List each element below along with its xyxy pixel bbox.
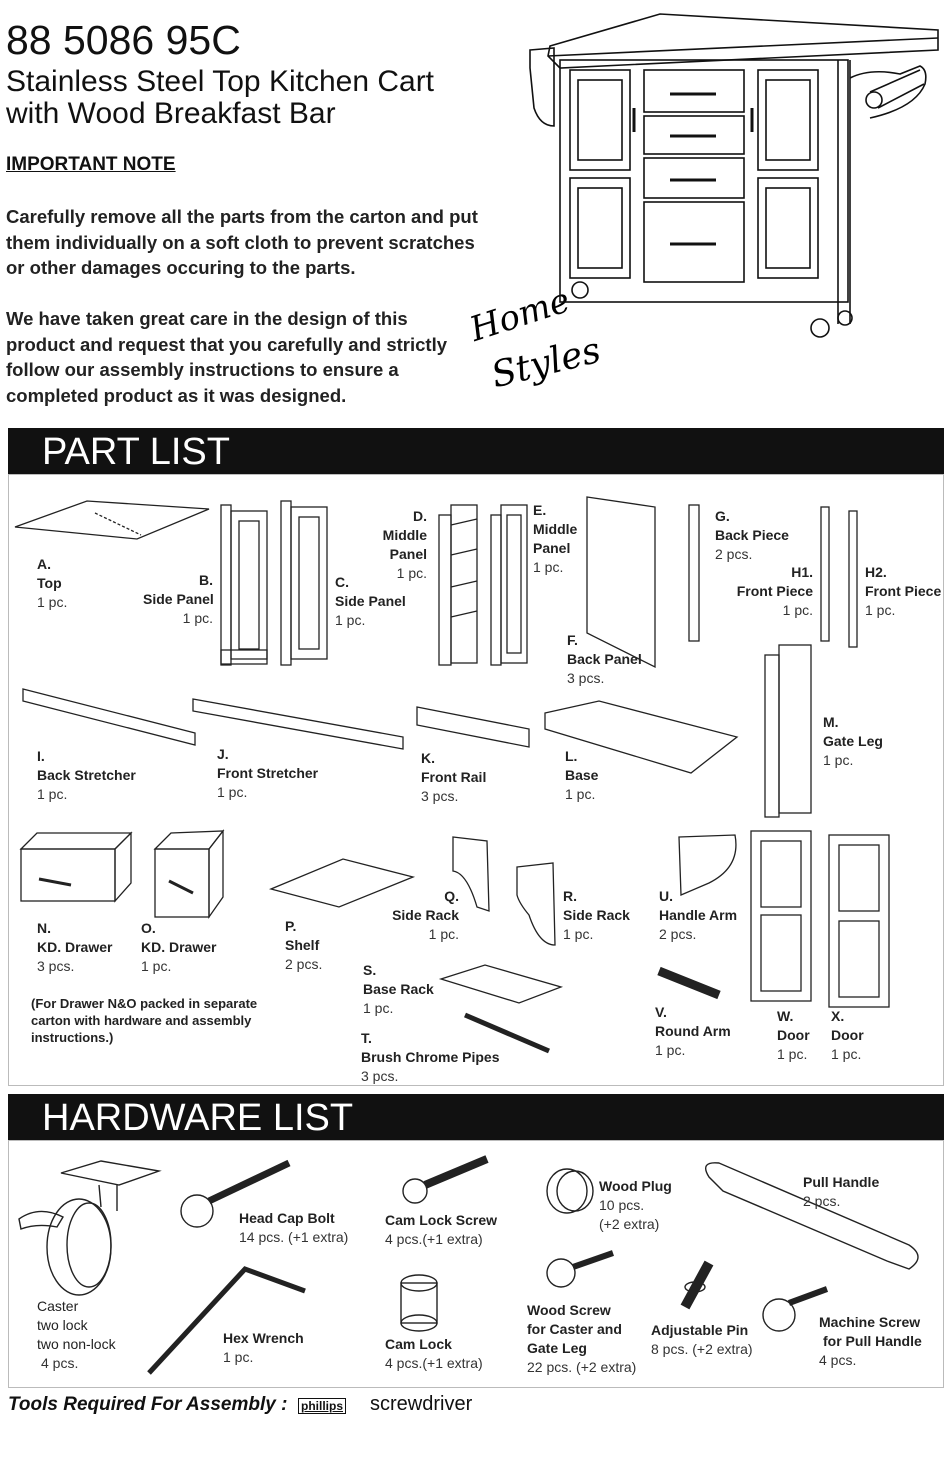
hardware-name: Pull Handle — [803, 1174, 880, 1190]
part-letter: Q. — [444, 888, 459, 904]
part-e-label — [533, 501, 577, 577]
part-name: Back Stretcher — [37, 767, 136, 783]
part-g-drawing — [689, 505, 699, 641]
hardware-qty: 2 pcs. — [803, 1193, 841, 1209]
hardware-name: Hex Wrench — [223, 1330, 304, 1346]
care-line: them individually on a soft cloth to prevent scratches — [6, 231, 475, 253]
hardware-name: Head Cap Bolt — [239, 1210, 335, 1226]
part-j-label — [217, 745, 318, 802]
hardware-name: Caster — [37, 1298, 79, 1314]
part-letter: S. — [363, 962, 377, 978]
important-note-heading: IMPORTANT NOTE — [6, 154, 176, 175]
hardware-name: two lock — [37, 1317, 88, 1333]
part-letter: M. — [823, 714, 839, 730]
hardware-hex-wrench-label — [223, 1329, 304, 1367]
part-letter: P. — [285, 918, 297, 934]
hardware-name: Cam Lock Screw — [385, 1212, 498, 1228]
part-name: Back Piece — [715, 527, 789, 543]
part-r-drawing — [517, 863, 555, 945]
assembly-line: product and request that you carefully and strictly — [6, 333, 448, 355]
hardware-qty: 22 pcs. (+2 extra) — [527, 1359, 637, 1375]
model-number: 88 5086 95C — [6, 17, 241, 63]
part-letter: G. — [715, 508, 730, 524]
part-name: Brush Chrome Pipes — [361, 1049, 500, 1065]
part-qty: 1 pc. — [563, 926, 594, 942]
part-b-drawing — [221, 505, 267, 665]
part-name: Top — [37, 575, 62, 591]
part-o-label — [141, 919, 216, 976]
part-u-drawing — [679, 835, 736, 895]
part-qty: 1 pc. — [335, 612, 366, 628]
part-t-label — [361, 1029, 499, 1086]
part-p-label — [285, 917, 322, 974]
part-h1-label — [735, 563, 813, 620]
kitchen-cart-illustration — [520, 8, 948, 338]
part-qty: 3 pcs. — [421, 788, 459, 804]
part-a-label — [37, 555, 67, 612]
part-n-label — [37, 919, 112, 976]
drawer-note — [31, 995, 257, 1046]
part-r-label — [563, 887, 630, 944]
part-letter: U. — [659, 888, 673, 904]
part-s-label — [363, 961, 434, 1018]
caster-drawing — [19, 1161, 159, 1295]
part-letter: J. — [217, 746, 229, 762]
hardware-machine-screw-label — [819, 1313, 922, 1370]
part-name: KD. Drawer — [37, 939, 113, 955]
part-name: Gate Leg — [823, 733, 883, 749]
screwdriver-text: screwdriver — [370, 1393, 473, 1415]
part-name: Back Panel — [567, 651, 642, 667]
part-e-drawing — [491, 505, 527, 665]
hardware-qty: 4 pcs. — [41, 1355, 79, 1371]
hardware-qty: 10 pcs. — [599, 1197, 645, 1213]
hardware-qty: 4 pcs.(+1 extra) — [385, 1355, 483, 1371]
part-qty: 1 pc. — [37, 786, 68, 802]
assembly-line: We have taken great care in the design of this — [6, 308, 408, 329]
part-letter: V. — [655, 1004, 667, 1020]
part-qty: 1 pc. — [565, 786, 596, 802]
part-qty: 1 pc. — [823, 752, 854, 768]
part-qty: 1 pc. — [182, 610, 213, 626]
hardware-list-title: HARDWARE LIST — [42, 1097, 354, 1139]
hardware-name: for Pull Handle — [823, 1333, 922, 1349]
part-qty: 1 pc. — [533, 559, 564, 575]
part-letter: E. — [533, 502, 547, 518]
hardware-cam-lock-screw-label — [385, 1211, 497, 1249]
part-qty: 2 pcs. — [285, 956, 323, 972]
part-qty: 1 pc. — [37, 594, 68, 610]
hardware-name: Gate Leg — [527, 1340, 587, 1356]
part-name: Front Piece — [865, 583, 942, 599]
part-i-drawing — [23, 689, 195, 745]
part-name: Base — [565, 767, 599, 783]
part-letter: D. — [413, 508, 427, 524]
hardware-wood-plug-label — [599, 1177, 672, 1234]
part-w-label — [777, 1007, 810, 1064]
adjustable-pin-drawing — [685, 1263, 709, 1307]
part-qty: 3 pcs. — [37, 958, 75, 974]
part-name: Door — [777, 1027, 810, 1043]
part-name: Round Arm — [655, 1023, 731, 1039]
part-letter: A. — [37, 556, 51, 572]
hardware-head-cap-bolt-label — [239, 1209, 348, 1247]
hardware-name: Machine Screw — [819, 1314, 921, 1330]
part-name: Shelf — [285, 937, 320, 953]
part-qty: 1 pc. — [428, 926, 459, 942]
part-a-drawing — [15, 501, 209, 539]
hardware-qty: 8 pcs. (+2 extra) — [651, 1341, 753, 1357]
part-s-drawing — [441, 965, 561, 1003]
part-h2-drawing — [849, 511, 857, 647]
hardware-wood-screw-label — [527, 1301, 636, 1377]
hardware-pull-handle-label — [803, 1173, 879, 1211]
part-name: Base Rack — [363, 981, 434, 997]
part-v-drawing — [659, 971, 719, 995]
part-qty: 1 pc. — [831, 1046, 862, 1062]
care-line: or other damages occuring to the parts. — [6, 257, 356, 278]
part-qty: 2 pcs. — [659, 926, 697, 942]
part-name: Middle — [533, 521, 578, 537]
hardware-qty: (+2 extra) — [599, 1216, 660, 1232]
part-list-panel — [8, 474, 944, 1086]
drawer-note-line: instructions.) — [31, 1030, 114, 1045]
part-name: Side Panel — [143, 591, 214, 607]
cam-lock-screw-drawing — [403, 1159, 487, 1203]
drawer-note-line: (For Drawer N&O packed in separate — [31, 996, 258, 1011]
care-line: Carefully remove all the parts from the carton and put — [6, 206, 478, 227]
hardware-qty: 4 pcs. — [819, 1352, 857, 1368]
part-h1-drawing — [821, 507, 829, 641]
part-name: Front Stretcher — [217, 765, 319, 781]
tools-required-label: Tools Required For Assembly : — [8, 1394, 288, 1415]
part-letter: B. — [199, 572, 213, 588]
part-list-title: PART LIST — [42, 431, 230, 473]
part-qty: 1 pc. — [782, 602, 813, 618]
part-name: Front Rail — [421, 769, 487, 785]
part-m-drawing — [765, 645, 811, 817]
part-qty: 2 pcs. — [715, 546, 753, 562]
part-g-label — [715, 507, 789, 564]
part-x-drawing — [829, 835, 889, 1007]
brand-home: Home — [465, 280, 575, 350]
hardware-qty: 4 pcs.(+1 extra) — [385, 1231, 483, 1247]
hardware-adjustable-pin-label — [651, 1321, 753, 1359]
part-qty: 1 pc. — [396, 565, 427, 581]
hardware-qty: 14 pcs. (+1 extra) — [239, 1229, 349, 1245]
part-qty: 1 pc. — [363, 1000, 394, 1016]
part-name: Front Piece — [736, 583, 813, 599]
part-n-drawing — [21, 833, 131, 901]
wood-screw-drawing — [547, 1253, 613, 1287]
part-b-label — [143, 571, 213, 628]
part-letter: L. — [565, 748, 578, 764]
part-qty: 1 pc. — [217, 784, 248, 800]
part-letter: I. — [37, 748, 45, 764]
hardware-name: Wood Screw — [527, 1302, 611, 1318]
part-name: Panel — [533, 540, 571, 556]
product-title-line-1: Stainless Steel Top Kitchen Cart — [6, 65, 435, 98]
part-qty: 1 pc. — [777, 1046, 808, 1062]
part-letter: N. — [37, 920, 51, 936]
assembly-paragraph — [6, 306, 486, 408]
part-k-label — [421, 749, 486, 806]
part-name: Door — [831, 1027, 864, 1043]
part-k-drawing — [417, 707, 529, 747]
part-o-drawing — [155, 831, 223, 917]
product-title-line-2: with Wood Breakfast Bar — [6, 97, 336, 130]
part-l-label — [565, 747, 598, 804]
part-letter: W. — [777, 1008, 794, 1024]
hardware-list-panel — [8, 1140, 944, 1388]
assembly-line: follow our assembly instructions to ensure a — [6, 359, 399, 380]
hardware-name: Wood Plug — [599, 1178, 672, 1194]
part-qty: 3 pcs. — [567, 670, 605, 686]
part-name: Handle Arm — [659, 907, 738, 923]
part-name: Side Rack — [392, 907, 459, 923]
part-c-drawing — [281, 501, 327, 665]
part-letter: X. — [831, 1008, 845, 1024]
part-name: Side Panel — [335, 593, 406, 609]
part-qty: 1 pc. — [865, 602, 896, 618]
part-d-drawing — [439, 505, 477, 665]
hardware-list-banner — [8, 1094, 944, 1140]
part-m-label — [823, 713, 883, 770]
part-j-drawing — [193, 699, 403, 749]
brand-styles: Styles — [487, 329, 605, 397]
care-paragraph — [6, 204, 486, 281]
part-qty: 1 pc. — [141, 958, 172, 974]
part-qty: 3 pcs. — [361, 1068, 399, 1084]
cam-lock-drawing — [401, 1275, 437, 1331]
part-name: Middle — [382, 527, 427, 543]
part-x-label — [831, 1007, 864, 1064]
part-letter: O. — [141, 920, 156, 936]
assembly-line: completed product as it was designed. — [6, 384, 347, 406]
hardware-name: Cam Lock — [385, 1336, 452, 1352]
part-letter: H2. — [865, 564, 887, 580]
hardware-cam-lock-label — [385, 1335, 483, 1373]
part-name: Side Rack — [563, 907, 630, 923]
part-name: KD. Drawer — [141, 939, 217, 955]
part-w-drawing — [751, 831, 811, 1001]
part-i-label — [37, 747, 136, 804]
part-letter: F. — [567, 632, 578, 648]
part-u-label — [659, 887, 737, 944]
drawer-note-line: carton with hardware and assembly — [31, 1013, 252, 1028]
part-q-label — [387, 887, 459, 944]
part-letter: T. — [361, 1030, 372, 1046]
hardware-caster-label — [37, 1297, 116, 1373]
hardware-name: Adjustable Pin — [651, 1322, 749, 1338]
part-v-label — [655, 1003, 731, 1060]
hardware-name: for Caster and — [527, 1321, 622, 1337]
part-qty: 1 pc. — [655, 1042, 686, 1058]
part-d-label — [369, 507, 427, 583]
part-letter: C. — [335, 574, 349, 590]
machine-screw-drawing — [763, 1289, 827, 1331]
part-letter: R. — [563, 888, 577, 904]
hardware-name: two non-lock — [37, 1336, 116, 1352]
part-name: Panel — [389, 546, 427, 562]
part-h2-label — [865, 563, 941, 620]
phillips-logo: phillips — [298, 1398, 346, 1414]
part-letter: K. — [421, 750, 435, 766]
part-letter: H1. — [791, 564, 813, 580]
wood-plug-drawing — [547, 1169, 593, 1213]
part-f-label — [567, 631, 642, 688]
hardware-qty: 1 pc. — [223, 1349, 254, 1365]
part-list-banner — [8, 428, 944, 474]
